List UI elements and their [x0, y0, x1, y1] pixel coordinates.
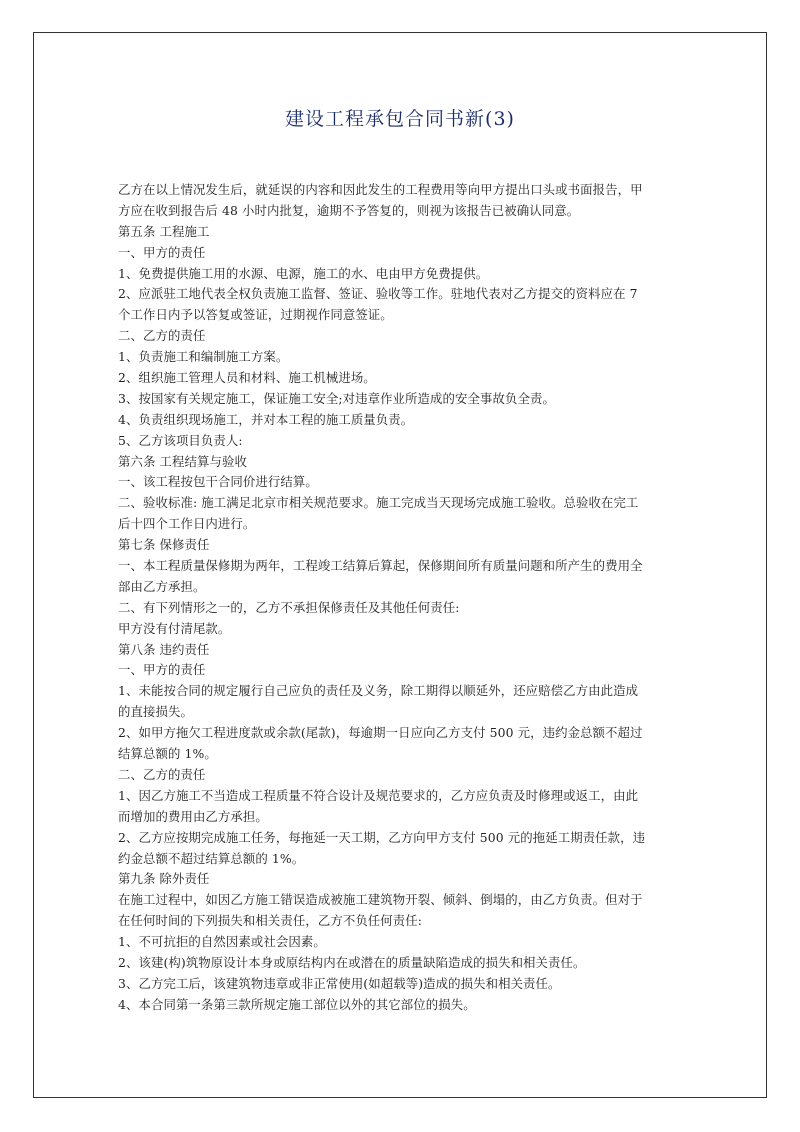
text-line: 一、本工程质量保修期为两年，工程竣工结算后算起，保修期间所有质量问题和所产生的费用全: [118, 558, 643, 574]
text-line: 1、不可抗拒的自然因素或社会因素。: [118, 934, 326, 950]
text-line: 乙方在以上情况发生后，就延误的内容和因此发生的工程费用等向甲方提出口头或书面报告，甲: [118, 182, 643, 197]
text-line: 2、该建(构)筑物原设计本身或原结构内在或潜在的质量缺陷造成的损失和相关责任。: [118, 954, 586, 970]
text-line: 在施工过程中，如因乙方施工错误造成被施工建筑物开裂、倾斜、倒塌的，由乙方负责。但对于: [118, 892, 643, 908]
document-title: 建设工程承包合同书新(3): [285, 108, 515, 130]
text-line: 2、乙方应按期完成施工任务，每拖延一天工期，乙方向甲方支付 500 元的拖延工期责任款，违: [118, 829, 646, 845]
text-line: 约金总额不超过结算总额的 1%。: [118, 850, 305, 866]
section-heading: 一、甲方的责任: [118, 244, 206, 260]
text-line: 二、有下列情形之一的，乙方不承担保修责任及其他任何责任:: [118, 599, 460, 615]
text-line: 1、免费提供施工用的水源、电源，施工的水、电由甲方免费提供。: [118, 265, 489, 281]
text-line: 5、乙方该项目负责人:: [118, 432, 243, 448]
text-line: 而增加的费用由乙方承担。: [118, 808, 268, 824]
text-line: 一、该工程按包干合同价进行结算。: [118, 474, 318, 490]
text-line: 部由乙方承担。: [118, 578, 206, 594]
text-line: 1、因乙方施工不当造成工程质量不符合设计及规范要求的，乙方应负责及时修理或返工，由此: [118, 787, 639, 803]
text-line: 的直接损失。: [118, 704, 193, 720]
document-body: [118, 180, 684, 1016]
section-heading: 二、乙方的责任: [118, 328, 206, 344]
article-heading: 第七条 保修责任: [118, 537, 210, 553]
text-line: 4、负责组织现场施工，并对本工程的施工质量负责。: [118, 411, 414, 427]
text-line: 在任何时间的下列损失和相关责任，乙方不负任何责任:: [118, 913, 423, 929]
text-line: 2、如甲方拖欠工程进度款或余款(尾款)，每逾期一日应向乙方支付 500 元，违约金总额不超过: [118, 725, 643, 741]
article-heading: 第九条 除外责任: [118, 871, 210, 887]
text-line: 1、负责施工和编制施工方案。: [118, 349, 289, 365]
text-line: 二、验收标准: 施工满足北京市相关规范要求。施工完成当天现场完成施工验收。总验收在完工: [118, 495, 639, 511]
article-heading: 第六条 工程结算与验收: [118, 453, 247, 469]
text-line: 3、乙方完工后，该建筑物违章或非正常使用(如超载等)造成的损失和相关责任。: [118, 975, 561, 991]
text-line: 个工作日内予以答复或签证，过期视作同意签证。: [118, 307, 393, 323]
article-heading: 第五条 工程施工: [118, 223, 210, 239]
text-line: 2、组织施工管理人员和材料、施工机械进场。: [118, 370, 376, 386]
text-line: 2、应派驻工地代表全权负责施工监督、签证、验收等工作。驻地代表对乙方提交的资料应在 7: [118, 286, 638, 302]
text-line: 方应在收到报告后 48 小时内批复，逾期不予答复的，则视为该报告已被确认同意。: [118, 202, 580, 218]
text-line: 后十四个工作日内进行。: [118, 516, 256, 532]
text-line: 甲方没有付清尾款。: [118, 620, 231, 636]
text-line: 结算总额的 1%。: [118, 746, 217, 762]
section-heading: 一、甲方的责任: [118, 662, 206, 678]
section-heading: 二、乙方的责任: [118, 766, 206, 782]
text-line: 1、未能按合同的规定履行自己应负的责任及义务，除工期得以顺延外，还应赔偿乙方由此造成: [118, 683, 639, 699]
text-line: 4、本合同第一条第三款所规定施工部位以外的其它部位的损失。: [118, 996, 476, 1012]
article-heading: 第八条 违约责任: [118, 641, 210, 657]
text-line: 3、按国家有关规定施工，保证施工安全;对违章作业所造成的安全事故负全责。: [118, 390, 555, 406]
